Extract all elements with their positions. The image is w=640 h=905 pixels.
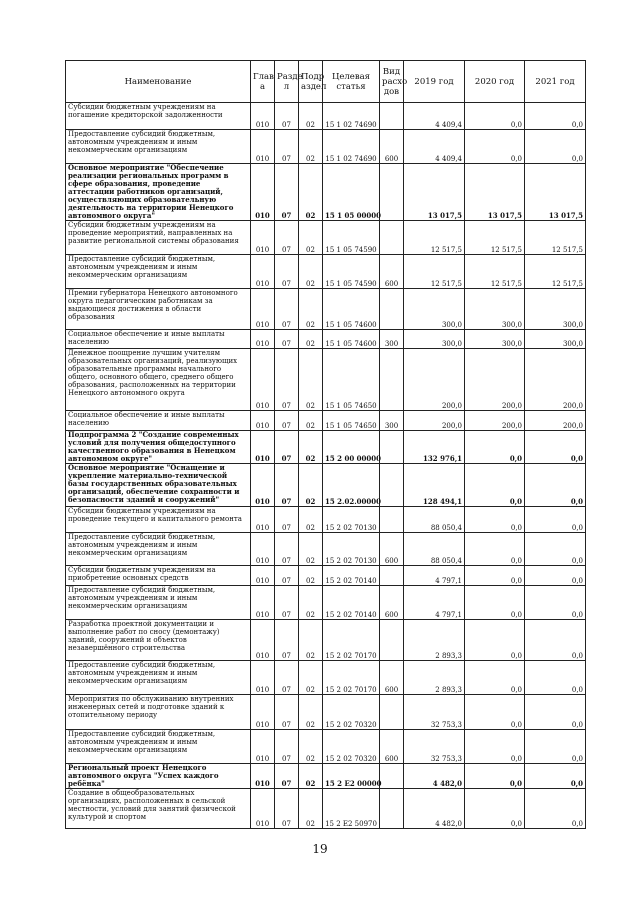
table-row — [66, 130, 586, 164]
row-target-cell: 15 1 05 74590 — [323, 221, 380, 255]
table-row — [66, 349, 586, 411]
row-2019-cell: 200,0 — [404, 349, 465, 411]
row-glava-cell: 010 — [251, 255, 275, 289]
row-target-cell: 15 2 02 70130 — [323, 533, 380, 566]
row-podrazdel-cell: 02 — [299, 255, 323, 289]
row-podrazdel-cell: 02 — [299, 431, 323, 464]
row-podrazdel-cell: 02 — [299, 661, 323, 695]
row-name-cell: Создание в общеобразовательных организациях, расположенных в сельской местности, условий для занятий физической культурой и спортом — [66, 789, 251, 829]
row-2019-cell: 300,0 — [404, 289, 465, 330]
row-2019-cell: 4 409,4 — [404, 130, 465, 164]
row-target-cell: 15 1 05 74600 — [323, 289, 380, 330]
row-2020-cell: 0,0 — [465, 620, 525, 661]
row-2021-cell: 0,0 — [525, 431, 586, 464]
row-2021-cell: 0,0 — [525, 103, 586, 130]
row-podrazdel-cell: 02 — [299, 349, 323, 411]
row-podrazdel-cell: 02 — [299, 730, 323, 764]
table-row — [66, 289, 586, 330]
row-name-cell: Социальное обеспечение и иные выплаты населению — [66, 411, 251, 431]
row-expense-type-cell — [380, 789, 404, 829]
row-razdel-cell: 07 — [275, 620, 299, 661]
row-2020-cell: 200,0 — [465, 411, 525, 431]
row-razdel-cell: 07 — [275, 764, 299, 789]
row-target-cell: 15 2 00 00000 — [323, 431, 380, 464]
row-razdel-cell: 07 — [275, 130, 299, 164]
row-expense-type-cell — [380, 764, 404, 789]
table-row — [66, 764, 586, 789]
row-2019-cell: 4 482,0 — [404, 789, 465, 829]
row-target-cell: 15 1 02 74690 — [323, 130, 380, 164]
row-name-cell: Предоставление субсидий бюджетным, автономным учреждениям и иным некоммерческим организациям — [66, 661, 251, 695]
header-target: Целевая статья — [323, 61, 380, 103]
row-2020-cell: 0,0 — [465, 431, 525, 464]
row-target-cell: 15 1 02 74690 — [323, 103, 380, 130]
row-2020-cell: 300,0 — [465, 330, 525, 349]
row-glava-cell: 010 — [251, 411, 275, 431]
table-row — [66, 533, 586, 566]
row-target-cell: 15 2 Е2 00000 — [323, 764, 380, 789]
row-razdel-cell: 07 — [275, 289, 299, 330]
row-2020-cell: 0,0 — [465, 103, 525, 130]
row-podrazdel-cell: 02 — [299, 221, 323, 255]
row-2020-cell: 0,0 — [465, 566, 525, 586]
row-podrazdel-cell: 02 — [299, 764, 323, 789]
row-2021-cell: 0,0 — [525, 620, 586, 661]
row-name-cell: Субсидии бюджетным учреждениям на проведение мероприятий, направленных на развитие региональной системы образования — [66, 221, 251, 255]
table-row — [66, 620, 586, 661]
row-target-cell: 15 2 02 70130 — [323, 507, 380, 533]
row-name-cell: Предоставление субсидий бюджетным, автономным учреждениям и иным некоммерческим организациям — [66, 533, 251, 566]
row-expense-type-cell — [380, 566, 404, 586]
row-2019-cell: 2 893,3 — [404, 620, 465, 661]
row-podrazdel-cell: 02 — [299, 620, 323, 661]
row-2019-cell: 32 753,3 — [404, 730, 465, 764]
row-razdel-cell: 07 — [275, 330, 299, 349]
row-2020-cell: 0,0 — [465, 586, 525, 620]
row-expense-type-cell: 600 — [380, 130, 404, 164]
row-2021-cell: 0,0 — [525, 661, 586, 695]
row-name-cell: Предоставление субсидий бюджетным, автономным учреждениям и иным некоммерческим организациям — [66, 730, 251, 764]
row-glava-cell: 010 — [251, 730, 275, 764]
row-podrazdel-cell: 02 — [299, 789, 323, 829]
row-podrazdel-cell: 02 — [299, 586, 323, 620]
row-glava-cell: 010 — [251, 789, 275, 829]
row-name-cell: Региональный проект Ненецкого автономного округа "Успех каждого ребёнка" — [66, 764, 251, 789]
row-2021-cell: 13 017,5 — [525, 164, 586, 221]
row-2021-cell: 0,0 — [525, 730, 586, 764]
row-podrazdel-cell: 02 — [299, 533, 323, 566]
header-podrazdel: Подр аздел — [299, 61, 323, 103]
row-2021-cell: 0,0 — [525, 464, 586, 507]
row-glava-cell: 010 — [251, 695, 275, 730]
row-name-cell: Основное мероприятие "Оснащение и укрепление материально-технической базы государственных образовательных организаций, обеспечение сохранности и безопасности зданий и сооружений" — [66, 464, 251, 507]
row-target-cell: 15 2.02.00000 — [323, 464, 380, 507]
budget-table — [65, 60, 586, 829]
row-expense-type-cell — [380, 431, 404, 464]
row-target-cell: 15 2 02 70170 — [323, 661, 380, 695]
row-name-cell: Предоставление субсидий бюджетным, автономным учреждениям и иным некоммерческим организациям — [66, 255, 251, 289]
row-podrazdel-cell: 02 — [299, 566, 323, 586]
row-2019-cell: 2 893,3 — [404, 661, 465, 695]
row-2020-cell: 0,0 — [465, 730, 525, 764]
row-expense-type-cell — [380, 507, 404, 533]
row-2021-cell: 12 517,5 — [525, 221, 586, 255]
row-target-cell: 15 2 02 70320 — [323, 695, 380, 730]
row-expense-type-cell: 600 — [380, 533, 404, 566]
header-2019: 2019 год — [404, 61, 465, 103]
row-expense-type-cell: 600 — [380, 255, 404, 289]
table-row — [66, 661, 586, 695]
table-body — [66, 103, 586, 829]
row-2020-cell: 0,0 — [465, 507, 525, 533]
row-2021-cell: 12 517,5 — [525, 255, 586, 289]
row-name-cell: Субсидии бюджетным учреждениям на приобретение основных средств — [66, 566, 251, 586]
table-row — [66, 411, 586, 431]
row-expense-type-cell: 600 — [380, 661, 404, 695]
row-2020-cell: 0,0 — [465, 789, 525, 829]
table-row — [66, 431, 586, 464]
row-2021-cell: 0,0 — [525, 507, 586, 533]
row-razdel-cell: 07 — [275, 411, 299, 431]
row-expense-type-cell — [380, 103, 404, 130]
row-2021-cell: 0,0 — [525, 586, 586, 620]
row-podrazdel-cell: 02 — [299, 507, 323, 533]
row-name-cell: Разработка проектной документации и выполнение работ по сносу (демонтажу) зданий, сооружений и объектов незавершённого строительства — [66, 620, 251, 661]
table-row — [66, 507, 586, 533]
row-razdel-cell: 07 — [275, 695, 299, 730]
row-2019-cell: 32 753,3 — [404, 695, 465, 730]
row-2020-cell: 0,0 — [465, 695, 525, 730]
row-name-cell: Подпрограмма 2 "Создание современных условий для получения общедоступного качественного образования в Ненецком автономном округе" — [66, 431, 251, 464]
row-2021-cell: 0,0 — [525, 695, 586, 730]
row-target-cell: 15 2 02 70320 — [323, 730, 380, 764]
row-podrazdel-cell: 02 — [299, 464, 323, 507]
row-2020-cell: 12 517,5 — [465, 221, 525, 255]
row-2020-cell: 200,0 — [465, 349, 525, 411]
row-2021-cell: 300,0 — [525, 289, 586, 330]
header-name: Наименование — [66, 61, 251, 103]
row-glava-cell: 010 — [251, 586, 275, 620]
row-2020-cell: 13 017,5 — [465, 164, 525, 221]
row-glava-cell: 010 — [251, 507, 275, 533]
row-2021-cell: 0,0 — [525, 533, 586, 566]
row-2021-cell: 200,0 — [525, 349, 586, 411]
row-glava-cell: 010 — [251, 221, 275, 255]
row-2020-cell: 0,0 — [465, 533, 525, 566]
row-2020-cell: 0,0 — [465, 464, 525, 507]
row-target-cell: 15 2 02 70170 — [323, 620, 380, 661]
row-podrazdel-cell: 02 — [299, 695, 323, 730]
row-podrazdel-cell: 02 — [299, 130, 323, 164]
row-name-cell: Предоставление субсидий бюджетным, автономным учреждениям и иным некоммерческим организациям — [66, 586, 251, 620]
row-expense-type-cell: 600 — [380, 586, 404, 620]
row-glava-cell: 010 — [251, 464, 275, 507]
header-2020: 2020 год — [465, 61, 525, 103]
row-razdel-cell: 07 — [275, 533, 299, 566]
row-razdel-cell: 07 — [275, 103, 299, 130]
row-razdel-cell: 07 — [275, 566, 299, 586]
row-razdel-cell: 07 — [275, 464, 299, 507]
row-2020-cell: 0,0 — [465, 764, 525, 789]
header-razdel: Разде л — [275, 61, 299, 103]
row-razdel-cell: 07 — [275, 789, 299, 829]
row-expense-type-cell: 600 — [380, 730, 404, 764]
row-razdel-cell: 07 — [275, 221, 299, 255]
row-target-cell: 15 1 05 00000 — [323, 164, 380, 221]
row-razdel-cell: 07 — [275, 661, 299, 695]
row-name-cell: Социальное обеспечение и иные выплаты населению — [66, 330, 251, 349]
row-name-cell: Денежное поощрение лучшим учителям образовательных организаций, реализующих образовательные программы начального общего, основного общего, среднего общего образования, расположенных на территории Ненецкого автономного округа — [66, 349, 251, 411]
table-row — [66, 221, 586, 255]
row-2021-cell: 300,0 — [525, 330, 586, 349]
table-row — [66, 164, 586, 221]
row-2020-cell: 12 517,5 — [465, 255, 525, 289]
row-podrazdel-cell: 02 — [299, 164, 323, 221]
row-name-cell: Субсидии бюджетным учреждениям на проведение текущего и капитального ремонта — [66, 507, 251, 533]
row-glava-cell: 010 — [251, 289, 275, 330]
row-expense-type-cell — [380, 695, 404, 730]
header-row — [66, 61, 586, 103]
row-expense-type-cell: 300 — [380, 411, 404, 431]
row-2019-cell: 12 517,5 — [404, 255, 465, 289]
row-podrazdel-cell: 02 — [299, 103, 323, 130]
header-glava: Глав а — [251, 61, 275, 103]
table-row — [66, 789, 586, 829]
row-2019-cell: 12 517,5 — [404, 221, 465, 255]
table-row — [66, 464, 586, 507]
row-target-cell: 15 2 Е2 50970 — [323, 789, 380, 829]
row-podrazdel-cell: 02 — [299, 330, 323, 349]
row-name-cell: Основное мероприятие "Обеспечение реализации региональных программ в сфере образования, проведение аттестации работников организаций, осуществляющих образовательную деятельность на территории Ненецкого автономного округа" — [66, 164, 251, 221]
row-expense-type-cell — [380, 221, 404, 255]
row-podrazdel-cell: 02 — [299, 289, 323, 330]
header-2021: 2021 год — [525, 61, 586, 103]
row-expense-type-cell — [380, 464, 404, 507]
header-expense-type: Вид расхо дов — [380, 61, 404, 103]
row-name-cell: Премии губернатора Ненецкого автономного округа педагогическим работникам за выдающиеся достижения в области образования — [66, 289, 251, 330]
row-name-cell: Предоставление субсидий бюджетным, автономным учреждениям и иным некоммерческим организациям — [66, 130, 251, 164]
row-expense-type-cell — [380, 164, 404, 221]
row-2019-cell: 13 017,5 — [404, 164, 465, 221]
table-row — [66, 586, 586, 620]
row-glava-cell: 010 — [251, 330, 275, 349]
table-row — [66, 330, 586, 349]
row-2020-cell: 0,0 — [465, 661, 525, 695]
row-razdel-cell: 07 — [275, 431, 299, 464]
row-razdel-cell: 07 — [275, 164, 299, 221]
row-glava-cell: 010 — [251, 620, 275, 661]
table-row — [66, 730, 586, 764]
row-target-cell: 15 2 02 70140 — [323, 586, 380, 620]
row-target-cell: 15 1 05 74600 — [323, 330, 380, 349]
row-razdel-cell: 07 — [275, 349, 299, 411]
table-row — [66, 103, 586, 130]
row-2019-cell: 300,0 — [404, 330, 465, 349]
row-2019-cell: 4 409,4 — [404, 103, 465, 130]
row-glava-cell: 010 — [251, 566, 275, 586]
row-razdel-cell: 07 — [275, 255, 299, 289]
row-2019-cell: 88 050,4 — [404, 533, 465, 566]
row-2021-cell: 0,0 — [525, 789, 586, 829]
row-target-cell: 15 2 02 70140 — [323, 566, 380, 586]
row-glava-cell: 010 — [251, 103, 275, 130]
table-row — [66, 695, 586, 730]
row-glava-cell: 010 — [251, 764, 275, 789]
row-expense-type-cell — [380, 620, 404, 661]
row-2019-cell: 4 797,1 — [404, 566, 465, 586]
row-2020-cell: 300,0 — [465, 289, 525, 330]
row-expense-type-cell — [380, 289, 404, 330]
row-razdel-cell: 07 — [275, 586, 299, 620]
row-2019-cell: 128 494,1 — [404, 464, 465, 507]
row-2019-cell: 200,0 — [404, 411, 465, 431]
row-razdel-cell: 07 — [275, 507, 299, 533]
row-name-cell: Субсидии бюджетным учреждениям на погашение кредиторской задолженности — [66, 103, 251, 130]
row-podrazdel-cell: 02 — [299, 411, 323, 431]
row-expense-type-cell — [380, 349, 404, 411]
row-glava-cell: 010 — [251, 533, 275, 566]
row-2019-cell: 4 797,1 — [404, 586, 465, 620]
row-glava-cell: 010 — [251, 431, 275, 464]
row-glava-cell: 010 — [251, 130, 275, 164]
table-row — [66, 566, 586, 586]
row-glava-cell: 010 — [251, 661, 275, 695]
table-row — [66, 255, 586, 289]
row-glava-cell: 010 — [251, 164, 275, 221]
row-razdel-cell: 07 — [275, 730, 299, 764]
row-2021-cell: 0,0 — [525, 130, 586, 164]
row-2019-cell: 88 050,4 — [404, 507, 465, 533]
row-expense-type-cell: 300 — [380, 330, 404, 349]
page-number: 19 — [312, 842, 328, 856]
row-2019-cell: 132 976,1 — [404, 431, 465, 464]
row-glava-cell: 010 — [251, 349, 275, 411]
row-2019-cell: 4 482,0 — [404, 764, 465, 789]
row-2021-cell: 0,0 — [525, 764, 586, 789]
row-target-cell: 15 1 05 74650 — [323, 349, 380, 411]
row-name-cell: Мероприятия по обслуживанию внутренних инженерных сетей и подготовке зданий к отопительному периоду — [66, 695, 251, 730]
row-target-cell: 15 1 05 74590 — [323, 255, 380, 289]
row-2021-cell: 200,0 — [525, 411, 586, 431]
row-2020-cell: 0,0 — [465, 130, 525, 164]
row-target-cell: 15 1 05 74650 — [323, 411, 380, 431]
row-2021-cell: 0,0 — [525, 566, 586, 586]
